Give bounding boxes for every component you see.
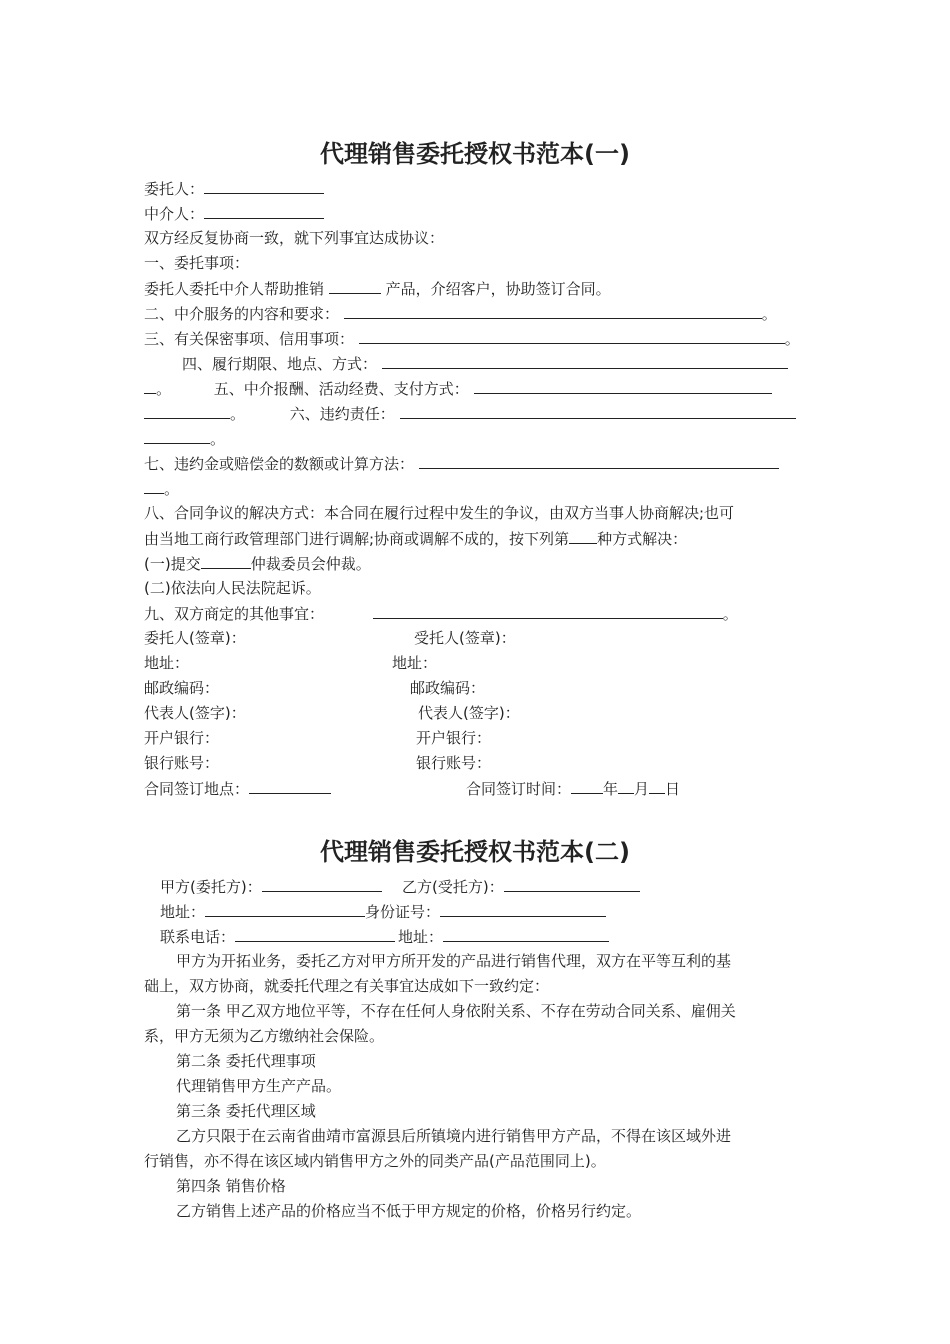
section-4-label: 四、履行期限、地点、方式： [182, 355, 378, 373]
signing-time-line [466, 778, 680, 799]
section-4-blank-cont[interactable] [144, 378, 156, 394]
article-1-line-1: 第一条 甲乙双方地位平等，不存在任何人身依附关系、不存在劳动合同关系、雇佣关 [176, 1002, 736, 1020]
sig-left-4: 代表人(签字)： [144, 704, 246, 722]
signing-time-label: 合同签订时间： [466, 780, 572, 798]
section-9-label: 九、双方商定的其他事宜： [144, 605, 325, 623]
period: 。 [164, 480, 180, 498]
section-2-blank[interactable] [344, 303, 762, 319]
section-9-line [144, 603, 738, 624]
section-3-label: 三、有关保密事项、信用事项： [144, 330, 355, 348]
party-b-line [402, 876, 640, 897]
para-1-line-1: 甲方为开拓业务，委托乙方对甲方所开发的产品进行销售代理，双方在平等互利的基 [176, 952, 732, 970]
section-3-line [144, 328, 800, 349]
section-6-cont-line [144, 428, 225, 449]
address-label: 地址： [160, 903, 206, 921]
section-1-pre: 委托人委托中介人帮助推销 [144, 280, 325, 298]
doc1-title: 代理销售委托授权书范本(一) [320, 140, 630, 168]
article-4-body: 乙方销售上述产品的价格应当不低于甲方规定的价格，价格另行约定。 [176, 1202, 642, 1220]
party-a-blank[interactable] [262, 876, 382, 892]
id-number-label: 身份证号： [365, 903, 441, 921]
month-blank[interactable] [618, 778, 634, 794]
phone-label: 联系电话： [160, 928, 236, 946]
address-blank[interactable] [205, 901, 365, 917]
section-8-pre: 由当地工商行政管理部门进行调解;协商或调解不成的，按下列第 [144, 530, 570, 548]
resolution-choice-blank[interactable] [569, 528, 597, 544]
address-line [160, 901, 365, 922]
section-4-line [182, 353, 788, 374]
section-8-post: 种方式解决： [597, 530, 688, 548]
article-2-heading: 第二条 委托代理事项 [176, 1052, 316, 1070]
section-6-blank[interactable] [400, 403, 796, 419]
section-8-line-1: 八、合同争议的解决方式：本合同在履行过程中发生的争议，由双方当事人协商解决;也可 [144, 504, 735, 522]
section-5-blank-cont[interactable] [144, 403, 230, 419]
party-b-blank[interactable] [504, 876, 640, 892]
intermediary-label: 中介人： [144, 205, 205, 223]
section-1-body [144, 278, 611, 299]
sig-left-3: 邮政编码： [144, 679, 220, 697]
intermediary-blank[interactable] [204, 203, 324, 219]
day-blank[interactable] [649, 778, 665, 794]
year-label: 年 [603, 780, 619, 798]
article-3-heading: 第三条 委托代理区域 [176, 1102, 316, 1120]
section-5-label: 五、中介报酬、活动经费、支付方式： [213, 380, 469, 398]
sig-right-2: 地址： [392, 654, 438, 672]
address2-label: 地址： [398, 928, 444, 946]
year-blank[interactable] [571, 778, 603, 794]
doc2-title: 代理销售委托授权书范本(二) [320, 838, 630, 866]
sig-right-4: 代表人(签字)： [418, 704, 520, 722]
section-9-blank[interactable] [373, 603, 723, 619]
intro-text: 双方经反复协商一致，就下列事宜达成协议： [144, 229, 445, 247]
section-1-heading: 一、委托事项： [144, 254, 250, 272]
article-3-line-2: 行销售，亦不得在该区域内销售甲方之外的同类产品(产品范围同上)。 [144, 1152, 606, 1170]
section-7-line [144, 453, 779, 474]
para-1-line-2: 础上，双方协商，就委托代理之有关事宜达成如下一致约定： [144, 977, 550, 995]
id-number-blank[interactable] [440, 901, 606, 917]
address2-blank[interactable] [443, 926, 609, 942]
sig-right-3: 邮政编码： [410, 679, 486, 697]
section-4-blank[interactable] [382, 353, 788, 369]
signing-place-label: 合同签订地点： [144, 780, 250, 798]
article-1-line-2: 系，甲方无须为乙方缴纳社会保险。 [144, 1027, 385, 1045]
sig-right-6: 银行账号： [416, 754, 492, 772]
section-3-blank[interactable] [359, 328, 785, 344]
sig-left-5: 开户银行： [144, 729, 220, 747]
day-label: 日 [665, 780, 681, 798]
period: 。 [784, 330, 800, 348]
section-7-blank-cont[interactable] [144, 478, 164, 494]
intermediary-line [144, 203, 324, 224]
arbitration-blank[interactable] [201, 553, 251, 569]
sig-left-1: 委托人(签章)： [144, 629, 246, 647]
sig-right-5: 开户银行： [416, 729, 492, 747]
option-1-pre: (一)提交 [144, 555, 201, 573]
period: 。 [156, 380, 172, 398]
section-2-line [144, 303, 777, 324]
party-b-label: 乙方(受托方)： [402, 878, 504, 896]
option-2-line: (二)依法向人民法院起诉。 [144, 579, 321, 597]
section-6-label: 六、违约责任： [289, 405, 395, 423]
period: 。 [210, 430, 226, 448]
article-3-line-1: 乙方只限于在云南省曲靖市富源县后所镇境内进行销售甲方产品，不得在该区域外进 [176, 1127, 732, 1145]
month-label: 月 [634, 780, 650, 798]
sig-left-2: 地址： [144, 654, 190, 672]
option-1-post: 仲裁委员会仲裁。 [250, 555, 371, 573]
section-6-line [144, 403, 796, 424]
sig-left-6: 银行账号： [144, 754, 220, 772]
section-2-label: 二、中介服务的内容和要求： [144, 305, 340, 323]
period: 。 [230, 405, 246, 423]
address2-line [398, 926, 609, 947]
product-blank[interactable] [329, 278, 381, 294]
signing-place-blank[interactable] [249, 778, 331, 794]
section-8-line-2 [144, 528, 687, 549]
article-2-body: 代理销售甲方生产产品。 [176, 1077, 342, 1095]
section-6-blank-cont[interactable] [144, 428, 210, 444]
section-1-post: 产品，介绍客户，协助签订合同。 [385, 280, 611, 298]
phone-line [160, 926, 395, 947]
period: 。 [761, 305, 777, 323]
party-a-label: 甲方(委托方)： [160, 878, 262, 896]
period: 。 [722, 605, 738, 623]
sig-right-1: 受托人(签章)： [414, 629, 516, 647]
party-a-line [160, 876, 382, 897]
client-label: 委托人： [144, 180, 205, 198]
section-7-cont-line [144, 478, 179, 499]
signing-place-line [144, 778, 331, 799]
client-line [144, 178, 324, 199]
client-blank[interactable] [204, 178, 324, 194]
section-7-blank[interactable] [419, 453, 779, 469]
section-7-label: 七、违约金或赔偿金的数额或计算方法： [144, 455, 415, 473]
section-5-line [144, 378, 772, 399]
article-4-heading: 第四条 销售价格 [176, 1177, 286, 1195]
section-5-blank[interactable] [474, 378, 772, 394]
phone-blank[interactable] [235, 926, 395, 942]
id-number-line [365, 901, 606, 922]
option-1-line [144, 553, 371, 574]
